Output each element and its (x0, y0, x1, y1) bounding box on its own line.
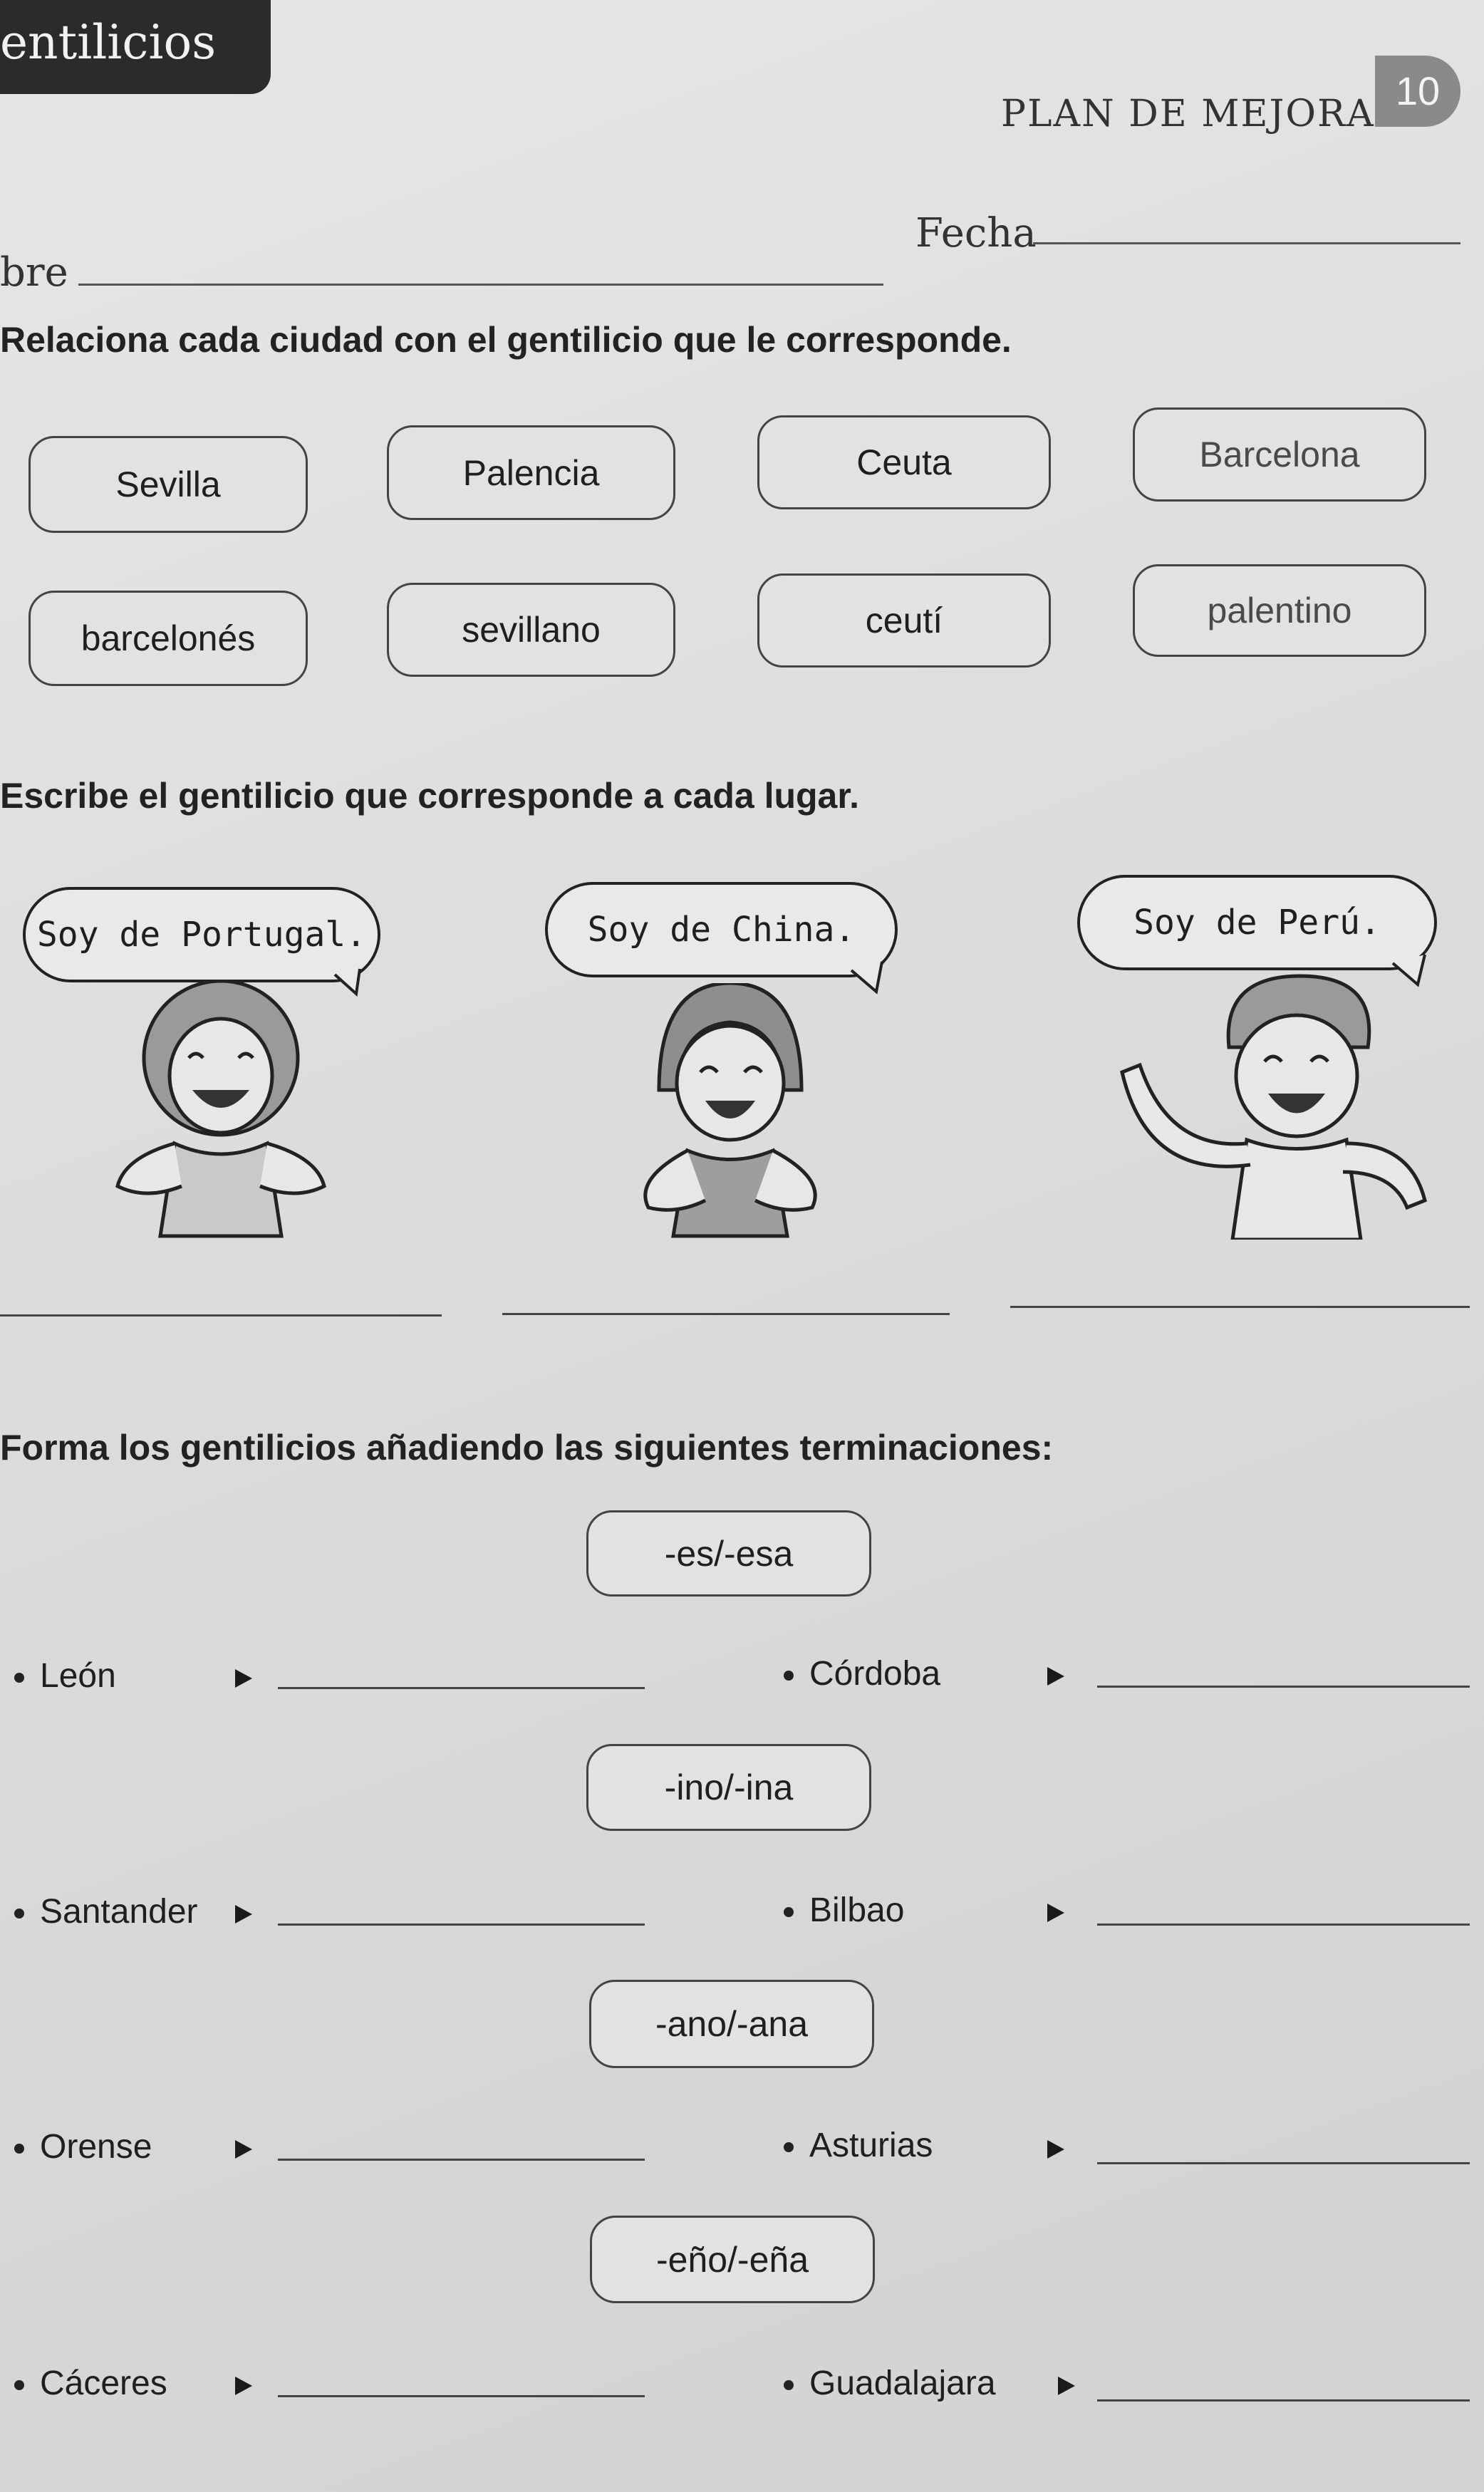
bullet-dot (784, 2142, 794, 2152)
arrow-right-icon (235, 2377, 252, 2395)
girl-china-illustration (631, 983, 830, 1240)
bubble-text: Soy de China. (587, 910, 856, 950)
bullet-santander (14, 1892, 198, 1931)
answer-line-orense[interactable] (278, 2159, 645, 2161)
arrow-right-icon (1047, 1667, 1064, 1686)
bullet-dot (14, 2380, 24, 2390)
ending-label: -es/-esa (664, 1533, 794, 1574)
answer-line-asturias[interactable] (1097, 2162, 1470, 2164)
boy-peru-icon (1122, 976, 1425, 1240)
answer-line-santander[interactable] (278, 1923, 645, 1926)
place-label: Santander (40, 1893, 198, 1931)
bubble-text: Soy de Portugal. (36, 915, 367, 955)
girl-china-icon (645, 983, 815, 1236)
answer-line-guadalajara[interactable] (1097, 2399, 1470, 2402)
answer-line-portugal[interactable] (0, 1314, 442, 1317)
ending-label: -eño/-eña (655, 2239, 809, 2280)
demonym-label: ceutí (865, 601, 943, 640)
city-label: Ceuta (856, 442, 952, 482)
arrow-right-icon (1047, 1904, 1064, 1922)
ending-box-es-esa (586, 1510, 871, 1597)
bullet-dot (14, 1909, 24, 1919)
instruction-1: Relaciona cada ciudad con el gentilicio que le corresponde. (0, 320, 1012, 360)
bullet-cordoba (784, 1654, 940, 1693)
arrow-right-icon (235, 1669, 252, 1688)
bullet-dot (784, 2380, 794, 2390)
demonym-label: sevillano (462, 610, 601, 650)
bullet-leon (14, 1656, 116, 1696)
bullet-dot (784, 1907, 794, 1917)
ending-box-ino-ina (586, 1744, 871, 1831)
plan-label: PLAN DE MEJORA (1001, 93, 1375, 135)
ending-label: -ano/-ana (655, 2004, 809, 2044)
name-label: bre (0, 249, 68, 296)
place-label: Guadalajara (809, 2364, 996, 2402)
ending-box-ano-ana (589, 1980, 874, 2068)
arrow-right-icon (235, 1905, 252, 1923)
city-label: Barcelona (1199, 435, 1360, 474)
place-label: Orense (40, 2128, 152, 2166)
bullet-bilbao (784, 1891, 904, 1930)
bullet-asturias (784, 2126, 933, 2165)
bullet-dot (14, 1673, 24, 1683)
answer-line-china[interactable] (502, 1313, 950, 1315)
instruction-2: Escribe el gentilicio que corresponde a cada lugar. (0, 776, 859, 816)
unit-badge: 10 (1375, 56, 1460, 127)
arrow-right-icon (235, 2140, 252, 2159)
ending-label: -ino/-ina (664, 1767, 794, 1807)
date-label: Fecha (915, 210, 1037, 256)
bubble-text: Soy de Perú. (1133, 903, 1381, 943)
demonym-label: palentino (1207, 591, 1352, 630)
bullet-dot (784, 1671, 794, 1681)
demonym-label: barcelonés (81, 618, 256, 658)
place-label: León (40, 1657, 116, 1695)
place-label: Córdoba (809, 1655, 941, 1693)
answer-line-leon[interactable] (278, 1687, 645, 1689)
place-label: Bilbao (809, 1891, 905, 1929)
answer-line-bilbao[interactable] (1097, 1923, 1470, 1926)
arrow-right-icon (1047, 2140, 1064, 2159)
answer-line-peru[interactable] (1010, 1306, 1470, 1308)
place-label: Cáceres (40, 2364, 167, 2402)
girl-portugal-icon (118, 981, 324, 1236)
boy-peru-illustration (1115, 969, 1443, 1240)
place-label: Asturias (809, 2127, 933, 2164)
bullet-guadalajara (784, 2364, 996, 2403)
bullet-dot (14, 2144, 24, 2154)
city-label: Palencia (462, 452, 600, 493)
girl-portugal-illustration (103, 980, 338, 1243)
bullet-orense (14, 2127, 152, 2166)
bullet-caceres (14, 2364, 167, 2403)
arrow-right-icon (1058, 2377, 1075, 2395)
instruction-3: Forma los gentilicios añadiendo las siguientes terminaciones: (0, 1428, 1054, 1468)
answer-line-cordoba[interactable] (1097, 1686, 1470, 1688)
answer-line-caceres[interactable] (278, 2395, 645, 2397)
ending-box-eno-ena (590, 2216, 875, 2303)
chapter-tab: entilicios (0, 0, 271, 94)
city-label: Sevilla (115, 464, 221, 504)
